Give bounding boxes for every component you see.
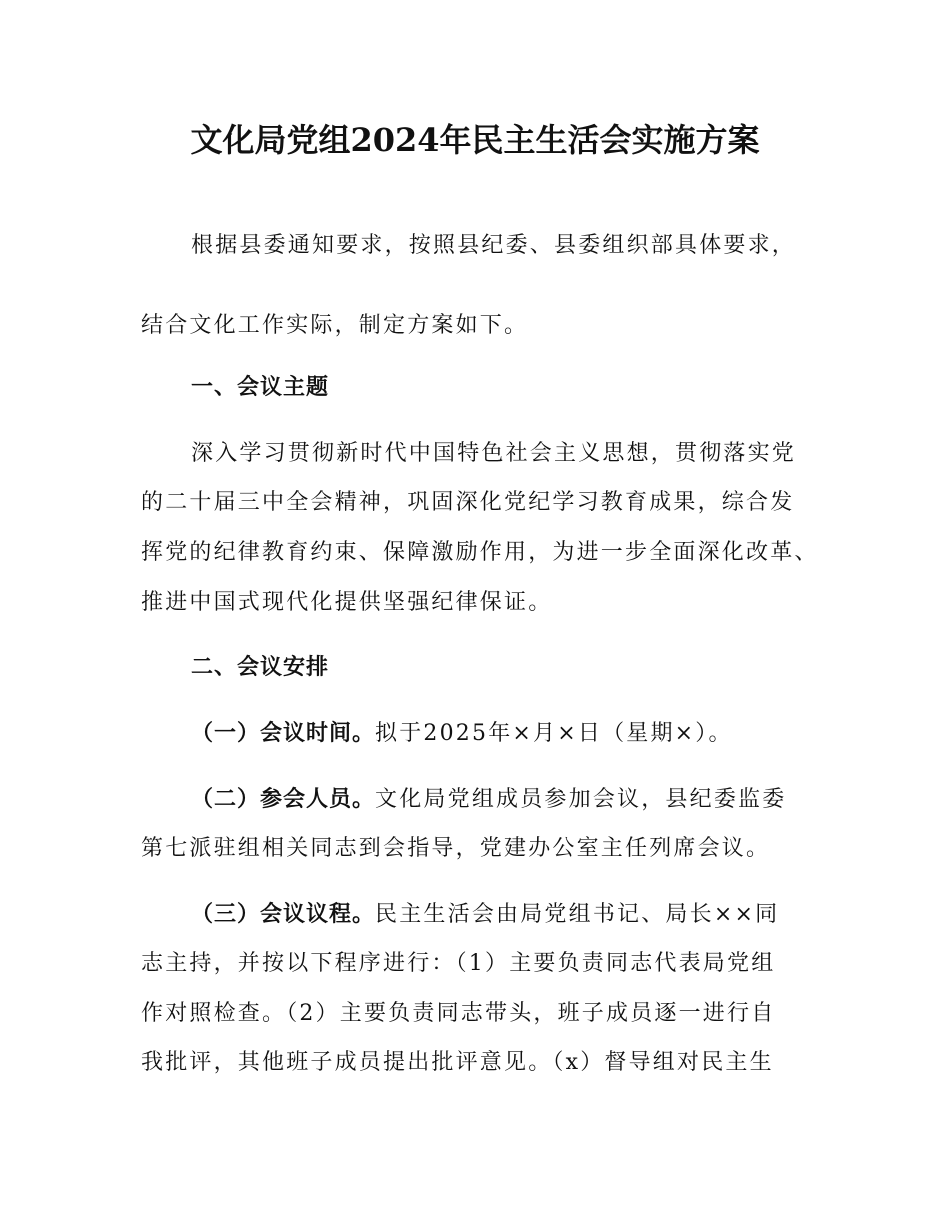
item-3-label: （三）会议议程。	[191, 902, 376, 927]
section-1-line-3: 挥党的纪律教育约束、保障激励作用，为进一步全面深化改革、	[141, 540, 819, 565]
item-3-line-2: 志主持，并按以下程序进行：（1）主要负责同志代表局党组	[141, 951, 776, 976]
document-title: 文化局党组2024年民主生活会实施方案	[190, 121, 760, 159]
item-3-line-1	[191, 898, 779, 932]
item-3-line-4: 我批评，其他班子成员提出批评意见。（x）督导组对民主生	[141, 1050, 774, 1075]
item-3-text: 民主生活会由局党组书记、局长××同	[375, 902, 780, 927]
item-2-line-1	[191, 783, 786, 817]
item-2-text: 文化局党组成员参加会议，县纪委监委	[375, 787, 787, 812]
item-2-line-2: 第七派驻组相关同志到会指导，党建办公室主任列席会议。	[141, 836, 771, 861]
item-1-line	[191, 717, 733, 751]
section-1-line-4: 推进中国式现代化提供坚强纪律保证。	[141, 590, 553, 615]
item-1-label: （一）会议时间。	[191, 721, 376, 746]
intro-line-1: 根据县委通知要求，按照县纪委、县委组织部具体要求，	[191, 233, 797, 258]
item-2-label: （二）参会人员。	[191, 787, 376, 812]
section-1-heading: 一、会议主题	[191, 375, 330, 400]
section-1-line-1: 深入学习贯彻新时代中国特色社会主义思想，贯彻落实党	[191, 441, 797, 466]
section-1-line-2: 的二十届三中全会精神，巩固深化党纪学习教育成果，综合发	[141, 490, 795, 515]
section-2-heading: 二、会议安排	[191, 655, 330, 680]
intro-line-2: 结合文化工作实际，制定方案如下。	[141, 313, 529, 338]
item-1-text: 拟于2025年×月×日（星期×）。	[375, 721, 733, 746]
item-3-line-3: 作对照检查。（2）主要负责同志带头，班子成员逐一进行自	[141, 1001, 776, 1026]
